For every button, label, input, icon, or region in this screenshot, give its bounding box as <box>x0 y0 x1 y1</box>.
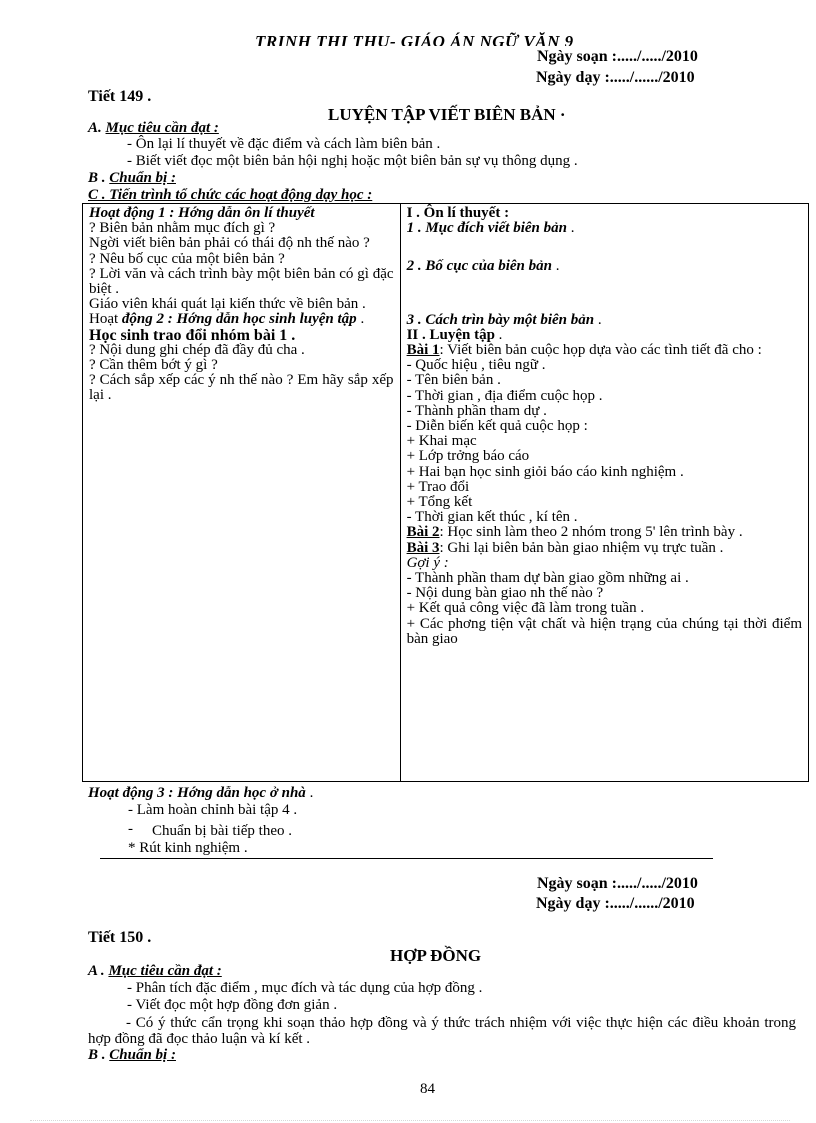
objective-item: - Viết đọc một hợp đồng đơn giản . <box>127 997 338 1013</box>
activity-1-title: Hoạt động 1 : Hớng dẫn ôn lí thuyết <box>89 205 315 221</box>
homework-item: Chuẩn bị bài tiếp theo . <box>152 823 292 839</box>
page-edge <box>30 1120 790 1121</box>
question: ? Cách sắp xếp các ý nh thế nào ? Em hãy sắp xếp lại . <box>89 372 394 404</box>
section-b-label-150: Chuẩn bị : <box>109 1047 176 1063</box>
exercise-3 <box>407 541 802 556</box>
lesson-149-number: Tiết 149 . <box>88 88 152 105</box>
exercise-2-text: : Học sinh làm theo 2 nhóm trong 5' lên trình bày . <box>439 524 743 541</box>
question: ? Lời văn và cách trình bày một biên bản có gì đặc biệt . <box>89 265 394 298</box>
teacher-summary: Giáo viên khái quát lại kiến thức về biên bản . <box>89 296 366 313</box>
list-item: + Trao đổi <box>406 478 470 495</box>
exercise-3-text: : Ghi lại biên bản bàn giao nhiệm vụ trực tuần . <box>439 539 724 556</box>
question: Ngời viết biên bản phải có thái độ nh thế nào ? <box>89 235 370 252</box>
list-item: + Lớp trởng báo cáo <box>406 448 530 465</box>
homework-item: - Làm hoàn chỉnh bài tập 4 . <box>128 802 298 818</box>
list-item: + Khai mạc <box>406 433 477 450</box>
hint-item: + Kết quả công việc đã làm trong tuần . <box>406 600 645 617</box>
date-teach-149: Ngày dạy :...../....../2010 <box>536 69 695 86</box>
section-a-prefix: A. <box>88 120 106 136</box>
homework-dash: - <box>128 821 133 837</box>
activity-2-heading <box>89 312 394 327</box>
theory-item-1-dot: . <box>566 220 575 237</box>
lesson-149-title: LUYỆN TẬP VIẾT BIÊN BẢN · <box>328 105 566 124</box>
section-b-prefix-150: B . <box>88 1047 110 1063</box>
date-plan-150: Ngày soạn :...../...../2010 <box>537 875 698 892</box>
activity-3-dot: . <box>305 785 314 801</box>
teacher-activity-column <box>83 204 401 782</box>
page-number: 84 <box>420 1081 435 1097</box>
objective-item: - Có ý thức cẩn trọng khi soạn thảo hợp đồng và ý thức trách nhiệm với việc thực hiện các điều khoản trong hợp đồng đã đọc thảo luận và kí kết . <box>88 1015 796 1047</box>
list-item: - Thành phần tham dự . <box>406 402 547 419</box>
part-1-heading: I . Ôn lí thuyết : <box>406 205 510 221</box>
theory-item-3-text: 3 . Cách trìn bày một biên bản <box>406 311 595 328</box>
question: ? Nội dung ghi chép đã đầy đủ cha . <box>89 341 305 358</box>
exercise-3-label: Bài 3 <box>406 539 440 556</box>
section-a-label-150: Mục tiêu cần đạt : <box>108 963 222 979</box>
part-2-text: II . Luyện tập <box>406 326 495 343</box>
exercise-1 <box>407 343 802 358</box>
activity-2-dot: . <box>356 311 365 328</box>
running-header: TRINH THI THU- GIÁO ÁN NGỮ VĂN 9 <box>255 32 574 46</box>
section-a-heading-150 <box>88 964 222 979</box>
objective-item: - Biết viết đọc một biên bản hội nghị hoặc một biên bản sự vụ thông dụng . <box>127 153 578 169</box>
hint-item: - Nội dung bàn giao nh thế nào ? <box>406 585 604 602</box>
section-a-heading <box>88 121 219 136</box>
hint-item: - Thành phần tham dự bàn giao gồm những ai . <box>406 570 689 587</box>
theory-item-2 <box>407 259 802 274</box>
lesson-150-title: HỢP ĐỒNG <box>390 946 482 965</box>
activity-2-title: động 2 : Hớng dẫn học sinh luyện tập <box>121 311 357 328</box>
list-item: + Tổng kết <box>406 494 473 511</box>
section-b-prefix: B . <box>88 170 110 186</box>
content-column <box>400 204 808 782</box>
list-item: - Thời gian , địa điểm cuộc họp . <box>406 387 603 404</box>
section-b-heading <box>88 171 176 186</box>
exercise-2-label: Bài 2 <box>406 524 440 541</box>
question: ? Biên bản nhằm mục đích gì ? <box>89 220 276 237</box>
objective-item: - Phân tích đặc điểm , mục đích và tác dụng của hợp đồng . <box>127 980 483 996</box>
list-item: - Diễn biến kết quả cuộc họp : <box>406 418 588 435</box>
section-c-heading: C . Tiến trình tổ chức các hoạt động dạy học : <box>88 187 373 203</box>
section-a-prefix-150: A . <box>88 963 109 979</box>
question: ? Nêu bố cục của một biên bản ? <box>89 250 285 267</box>
date-plan-149: Ngày soạn :...../...../2010 <box>537 48 698 65</box>
section-a-label: Mục tiêu cần đạt : <box>105 120 219 136</box>
theory-item-3-dot: . <box>594 311 602 328</box>
group-task: Học sinh trao đổi nhóm bài 1 . <box>89 326 296 344</box>
activity-3-title: Hoạt động 3 : Hớng dẫn học ở nhà <box>88 785 306 801</box>
list-item: - Quốc hiệu , tiêu ngữ . <box>406 357 546 374</box>
lesson-activity-table <box>82 203 809 782</box>
section-b-heading-150 <box>88 1048 176 1063</box>
part-2-heading <box>407 328 802 343</box>
list-item: - Tên biên bản . <box>406 372 501 389</box>
exercise-1-text: : Viết biên bản cuộc họp dựa vào các tình tiết đã cho : <box>439 342 762 359</box>
theory-item-2-dot: . <box>552 258 560 275</box>
theory-item-1 <box>407 221 802 236</box>
hint-item: + Các phơng tiện vật chất và hiện trạng của chúng tại thời điểm bàn giao <box>406 615 802 647</box>
date-teach-150: Ngày dạy :...../....../2010 <box>536 895 695 912</box>
exercise-2 <box>407 525 802 540</box>
objective-item: - Ôn lại lí thuyết về đặc điểm và cách làm biên bản . <box>127 136 441 152</box>
question: ? Cần thêm bớt ý gì ? <box>89 357 218 374</box>
section-divider <box>100 858 713 859</box>
activity-2-prefix: Hoạt <box>89 311 122 328</box>
part-2-dot: . <box>494 326 503 343</box>
homework-item: * Rút kinh nghiệm . <box>128 840 248 856</box>
list-item: - Thời gian kết thúc , kí tên . <box>406 509 578 526</box>
section-b-label: Chuẩn bị : <box>109 170 176 186</box>
list-item: + Hai bạn học sinh giỏi báo cáo kinh nghiệm . <box>406 463 684 480</box>
theory-item-2-text: 2 . Bố cục của biên bản <box>406 258 552 275</box>
activity-3-heading <box>88 786 313 801</box>
hint-label: Gợi ý : <box>406 554 449 571</box>
theory-item-3 <box>407 313 802 328</box>
theory-item-1-text: 1 . Mục đích viết biên bản <box>406 220 567 237</box>
lesson-150-number: Tiết 150 . <box>88 929 152 946</box>
exercise-1-label: Bài 1 <box>406 342 440 359</box>
